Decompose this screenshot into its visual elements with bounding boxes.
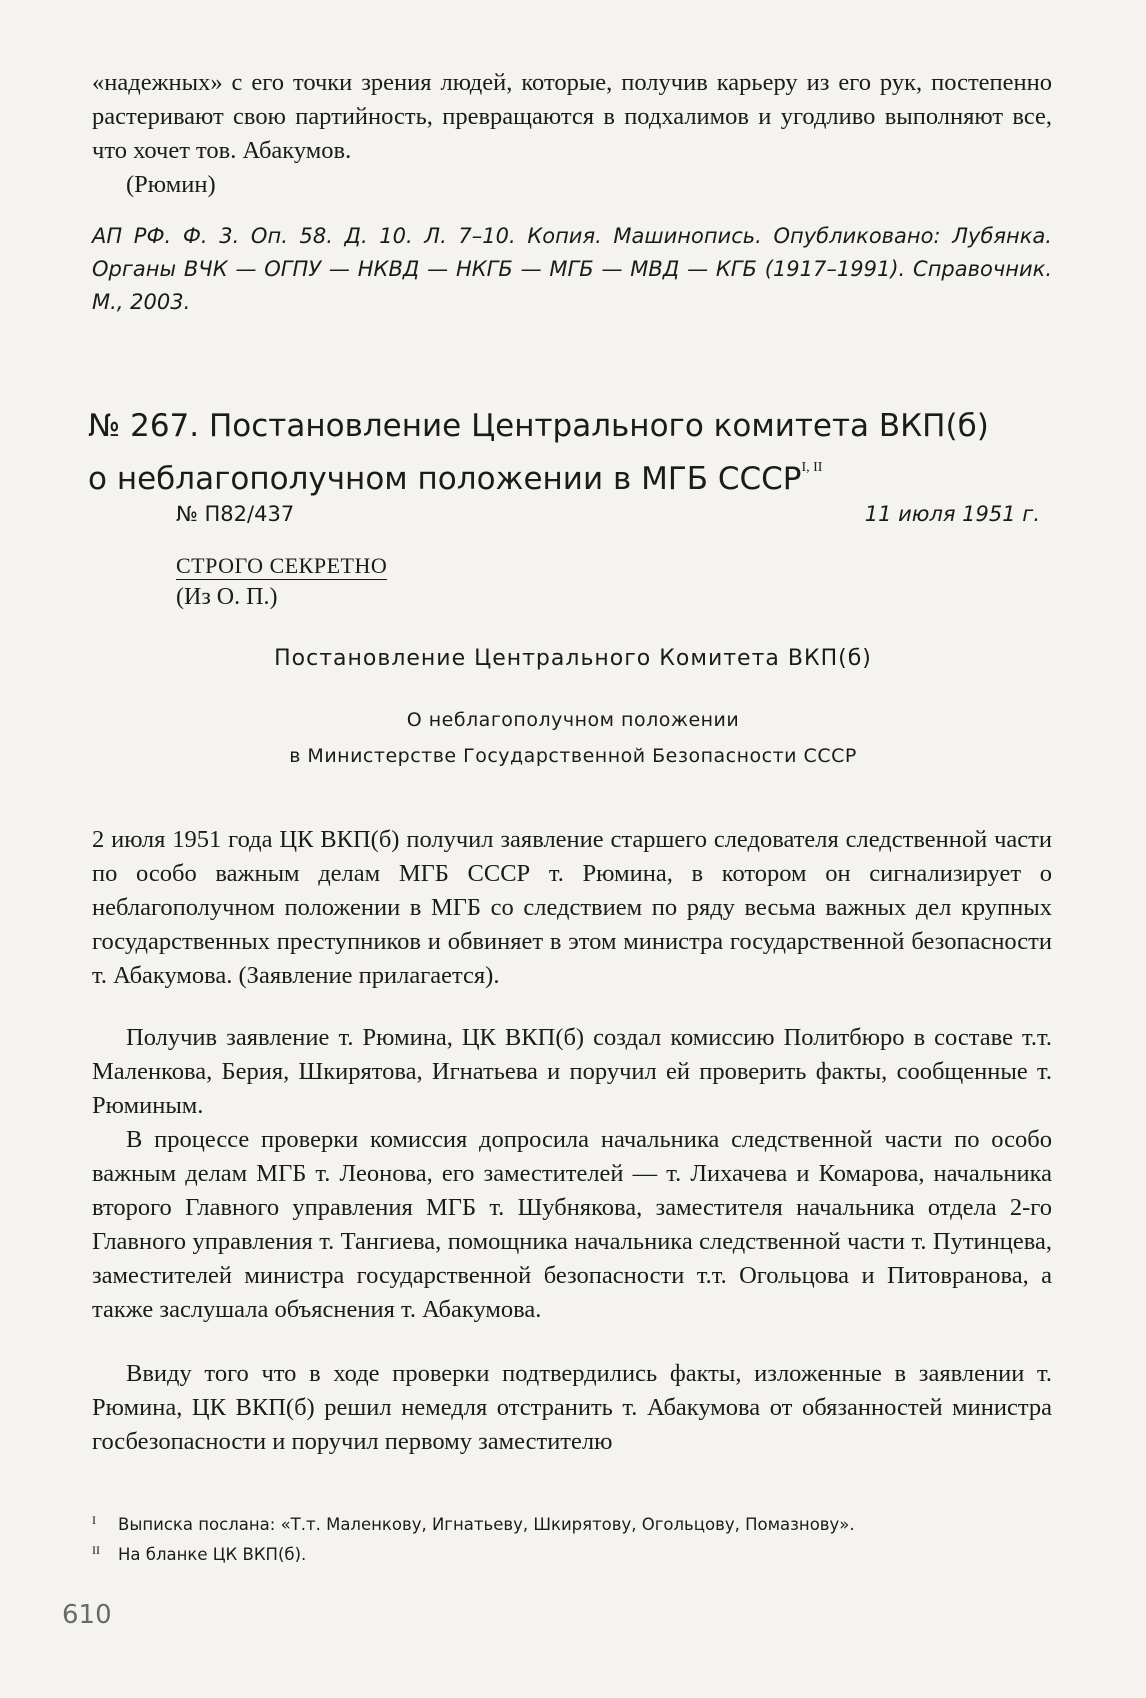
- body-paragraph-2: Получив заявление т. Рюмина, ЦК ВКП(б) создал комиссию Политбюро в составе т.т. Маленкова, Берия, Шкирятова, Игнатьева и поручил ей проверить факты, сообщенные т. Рюминым.: [92, 1024, 1052, 1119]
- body-paragraph-1: 2 июля 1951 года ЦК ВКП(б) получил заявление старшего следователя следственной части по особо важным делам МГБ СССР т. Рюмина, в котором он сигнализирует о неблагополучном положении в МГБ со следствием по ряду весьма важных дел крупных государственных преступников и обвиняет в этом министра государственной безопасности т. Абакумова. (Заявление прилагается).: [92, 826, 1052, 989]
- document-date: 11 июля 1951 г.: [864, 502, 1040, 526]
- page-number: 610: [62, 1600, 112, 1630]
- secrecy-stamp: СТРОГО СЕКРЕТНО: [176, 553, 388, 578]
- heading-line-2: [88, 447, 1068, 500]
- archive-source: АП РФ. Ф. 3. Оп. 58. Д. 10. Л. 7–10. Копия. Машинопись. Опубликовано: Лубянка. Органы ВЧК — ОГПУ — НКВД — НКГБ — МГБ — МВД — КГБ (1917–1991). Справочник. М., 2003.: [92, 224, 1052, 314]
- resolution-subtitle-2: в Министерстве Государственной Безопасности СССР: [289, 745, 857, 767]
- heading-line-1: № 267. Постановление Центрального комитета ВКП(б): [88, 408, 989, 444]
- signature: (Рюмин): [126, 171, 216, 198]
- footnote-1-text: Выписка послана: «Т.т. Маленкову, Игнатьеву, Шкирятову, Огольцову, Помазнову».: [118, 1515, 855, 1534]
- footnote-1-mark: I: [92, 1513, 96, 1527]
- footnote-2-text: На бланке ЦК ВКП(б).: [118, 1545, 307, 1564]
- footnote-2-mark: II: [92, 1543, 100, 1557]
- document-number: № П82/437: [176, 502, 295, 526]
- document-heading: [88, 405, 1068, 500]
- heading-line-2-text: о неблагополучном положении в МГБ СССР: [88, 461, 802, 497]
- body-paragraph-4: Ввиду того что в ходе проверки подтвердились факты, изложенные в заявлении т. Рюмина, ЦК ВКП(б) решил немедля отстранить т. Абакумова от обязанностей министра госбезопасности и поручил первому заместителю: [92, 1360, 1052, 1455]
- footnote-1: [92, 1508, 1052, 1537]
- body-paragraph-3: В процессе проверки комиссия допросила начальника следственной части по особо важным делам МГБ т. Леонова, его заместителей — т. Лихачева и Комарова, начальника второго Главного управления МГБ т. Шубнякова, заместителя начальника отдела 2-го Главного управления т. Тангиева, помощника начальника следственной части т. Путинцева, заместителей министра государственной безопасности т.т. Огольцова и Питовранова, а также заслушала объяснения т. Абакумова.: [92, 1126, 1052, 1323]
- resolution-title: Постановление Центрального Комитета ВКП(б): [274, 646, 872, 671]
- footnote-2: [92, 1538, 1052, 1567]
- heading-footnote-marks: I, II: [801, 460, 823, 475]
- from-op: (Из О. П.): [176, 584, 278, 610]
- resolution-subtitle-1: О неблагополучном положении: [406, 709, 740, 731]
- top-paragraph: «надежных» с его точки зрения людей, которые, получив карьеру из его рук, постепенно растеривают свою партийность, превращаются в подхалимов и угодливо выполняют все, что хочет тов. Абакумов.: [92, 69, 1052, 164]
